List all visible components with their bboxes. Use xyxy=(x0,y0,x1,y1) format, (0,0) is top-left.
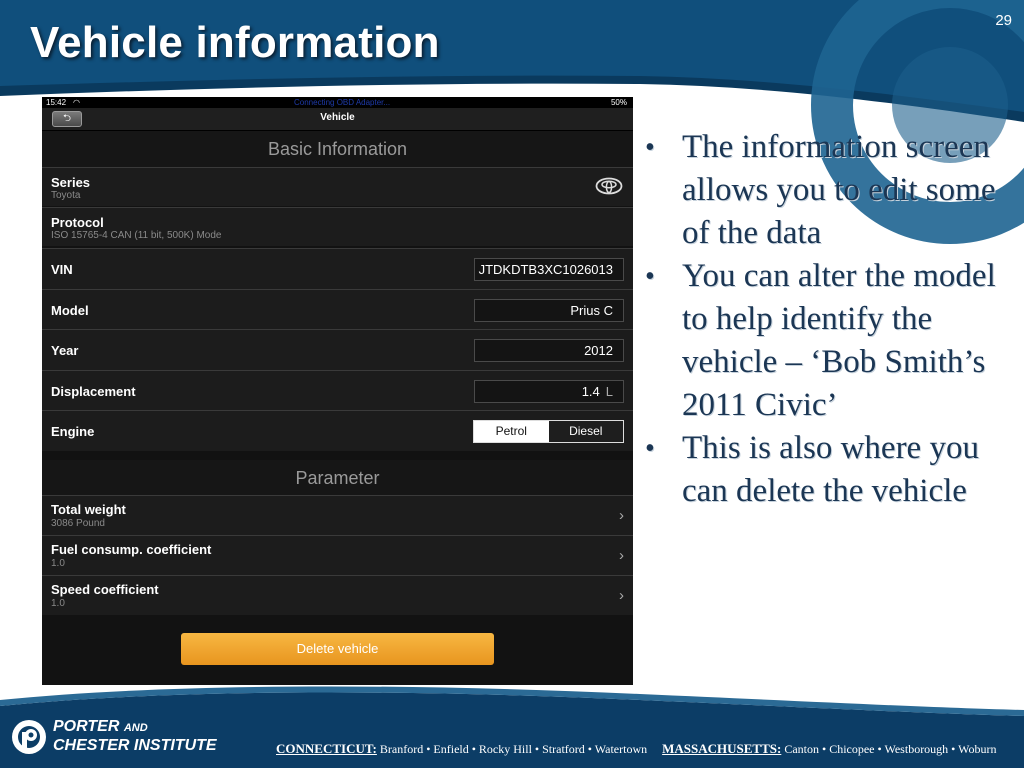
status-time: 15:42 xyxy=(46,98,67,107)
bullet-dot-icon: • xyxy=(645,132,655,163)
toyota-logo-icon xyxy=(595,177,623,195)
series-value: Toyota xyxy=(51,190,81,201)
fuel-coefficient-value: 1.0 xyxy=(51,558,65,569)
ct-label: CONNECTICUT: xyxy=(276,741,377,756)
engine-segmented-control xyxy=(473,420,624,443)
navigation-bar xyxy=(42,108,633,131)
status-connection: Connecting OBD Adapter... xyxy=(294,98,391,107)
displacement-unit: L xyxy=(605,384,613,399)
bullet-dot-icon: • xyxy=(645,261,655,292)
section-header-parameter: Parameter xyxy=(42,460,633,496)
bullet-item xyxy=(640,126,1012,255)
total-weight-row[interactable] xyxy=(42,495,633,535)
fuel-coefficient-row[interactable] xyxy=(42,535,633,575)
vin-row xyxy=(42,248,633,289)
fuel-coefficient-label: Fuel consump. coefficient xyxy=(51,542,212,557)
page-number: 29 xyxy=(995,12,1012,29)
wifi-icon: ◠ xyxy=(73,98,80,107)
bullet-text: This is also where you can delete the vehicle xyxy=(682,430,979,509)
engine-option-petrol[interactable]: Petrol xyxy=(474,421,549,442)
protocol-value: ISO 15765-4 CAN (11 bit, 500K) Mode xyxy=(51,230,222,241)
ct-towns: Branford • Enfield • Rocky Hill • Stratford • Watertown xyxy=(379,742,648,756)
institute-logo-icon xyxy=(10,718,48,756)
series-label: Series xyxy=(51,175,91,190)
slide-title: Vehicle information xyxy=(30,18,440,67)
year-field[interactable]: 2012 xyxy=(474,339,624,362)
bullet-text: The information screen allows you to edit some of the data xyxy=(682,129,996,251)
back-button[interactable]: ⮌ xyxy=(52,111,82,127)
displacement-row xyxy=(42,370,633,411)
bullet-item xyxy=(640,427,1012,513)
chevron-right-icon: › xyxy=(619,507,624,524)
section-header-basic: Basic Information xyxy=(42,131,633,167)
displacement-field[interactable] xyxy=(474,380,624,403)
ma-label: MASSACHUSETTS: xyxy=(662,741,782,756)
engine-option-diesel[interactable]: Diesel xyxy=(549,421,624,442)
speed-coefficient-label: Speed coefficient xyxy=(51,582,159,597)
battery-level: 50% xyxy=(610,98,627,107)
series-row[interactable] xyxy=(42,167,633,206)
bullet-list xyxy=(640,126,1012,513)
bullet-item xyxy=(640,255,1012,427)
institute-name xyxy=(53,718,217,754)
year-row xyxy=(42,329,633,370)
model-label: Model xyxy=(51,303,89,318)
total-weight-value: 3086 Pound xyxy=(51,518,105,529)
engine-label: Engine xyxy=(51,424,95,439)
status-bar xyxy=(42,97,633,108)
campus-locations xyxy=(276,741,997,757)
speed-coefficient-row[interactable] xyxy=(42,575,633,615)
ma-towns: Canton • Chicopee • Westborough • Woburn xyxy=(784,742,997,756)
protocol-row[interactable] xyxy=(42,207,633,246)
year-label: Year xyxy=(51,343,79,358)
speed-coefficient-value: 1.0 xyxy=(51,598,65,609)
model-field[interactable]: Prius C xyxy=(474,299,624,322)
delete-vehicle-button[interactable]: Delete vehicle xyxy=(181,633,494,665)
vin-field[interactable]: JTDKDTB3XC1026013 xyxy=(474,258,624,281)
displacement-value: 1.4 xyxy=(581,384,600,399)
brand-porter: PORTER xyxy=(53,718,120,735)
vin-label: VIN xyxy=(51,262,73,277)
model-row xyxy=(42,289,633,330)
brand-and: AND xyxy=(123,722,148,734)
bullet-dot-icon: • xyxy=(645,433,655,464)
brand-chester: CHESTER INSTITUTE xyxy=(53,737,217,754)
bullet-text: You can alter the model to help identify the vehicle – ‘Bob Smith’s 2011 Civic’ xyxy=(682,258,996,423)
displacement-label: Displacement xyxy=(51,384,136,399)
nav-title: Vehicle xyxy=(320,112,355,123)
chevron-right-icon: › xyxy=(619,587,624,604)
engine-row xyxy=(42,410,633,451)
protocol-label: Protocol xyxy=(51,215,104,230)
app-screenshot xyxy=(42,97,633,685)
chevron-right-icon: › xyxy=(619,547,624,564)
total-weight-label: Total weight xyxy=(51,502,126,517)
